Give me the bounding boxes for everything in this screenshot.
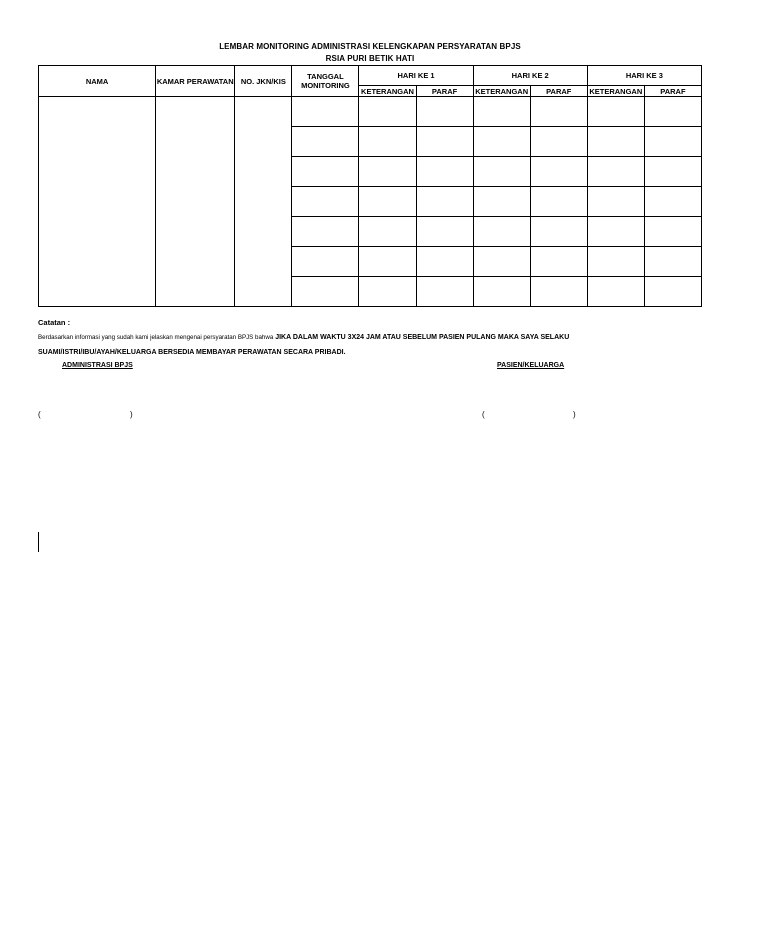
cell-paraf-day-2[interactable] bbox=[530, 217, 587, 247]
cell-paraf-day-1[interactable] bbox=[416, 247, 473, 277]
cell-paraf-day-1[interactable] bbox=[416, 157, 473, 187]
statement-intro: Berdasarkan informasi yang sudah kami jelaskan mengenai persyaratan BPJS bahwa bbox=[38, 334, 274, 341]
header-jkn: NO. JKN/KIS bbox=[235, 66, 292, 97]
header-day-3: HARI KE 3 bbox=[587, 66, 701, 86]
signature-patient-close: ) bbox=[573, 410, 576, 419]
cell-keterangan-day-1[interactable] bbox=[359, 217, 416, 247]
cell-tanggal[interactable] bbox=[292, 217, 359, 247]
cell-nama[interactable] bbox=[39, 97, 156, 307]
cell-keterangan-day-3[interactable] bbox=[587, 217, 644, 247]
cell-paraf-day-1[interactable] bbox=[416, 277, 473, 307]
cell-paraf-day-3[interactable] bbox=[644, 97, 701, 127]
subheader-paraf: PARAF bbox=[416, 86, 473, 97]
cell-keterangan-day-1[interactable] bbox=[359, 277, 416, 307]
header-day-1: HARI KE 1 bbox=[359, 66, 473, 86]
cell-keterangan-day-3[interactable] bbox=[587, 247, 644, 277]
cell-paraf-day-3[interactable] bbox=[644, 187, 701, 217]
cell-keterangan-day-2[interactable] bbox=[473, 127, 530, 157]
cell-paraf-day-2[interactable] bbox=[530, 277, 587, 307]
cell-keterangan-day-1[interactable] bbox=[359, 247, 416, 277]
subheader-paraf: PARAF bbox=[530, 86, 587, 97]
hospital-name: RSIA PURI BETIK HATI bbox=[325, 54, 415, 63]
cell-tanggal[interactable] bbox=[292, 97, 359, 127]
cell-keterangan-day-3[interactable] bbox=[587, 157, 644, 187]
cell-keterangan-day-2[interactable] bbox=[473, 217, 530, 247]
cell-paraf-day-3[interactable] bbox=[644, 127, 701, 157]
cell-keterangan-day-3[interactable] bbox=[587, 187, 644, 217]
cell-keterangan-day-3[interactable] bbox=[587, 277, 644, 307]
subheader-keterangan: KETERANGAN bbox=[587, 86, 644, 97]
cell-tanggal[interactable] bbox=[292, 187, 359, 217]
cell-kamar[interactable] bbox=[156, 97, 235, 307]
cell-keterangan-day-2[interactable] bbox=[473, 157, 530, 187]
cell-paraf-day-1[interactable] bbox=[416, 97, 473, 127]
statement-line-1 bbox=[38, 334, 569, 341]
cell-paraf-day-2[interactable] bbox=[530, 247, 587, 277]
signature-label-admin: ADMINISTRASI BPJS bbox=[62, 362, 133, 369]
cell-keterangan-day-1[interactable] bbox=[359, 97, 416, 127]
cell-keterangan-day-2[interactable] bbox=[473, 97, 530, 127]
cell-tanggal[interactable] bbox=[292, 247, 359, 277]
cell-tanggal[interactable] bbox=[292, 277, 359, 307]
signature-label-patient: PASIEN/KELUARGA bbox=[497, 362, 565, 369]
statement-emphasis: JIKA DALAM WAKTU 3X24 JAM ATAU SEBELUM PASIEN PULANG MAKA SAYA SELAKU bbox=[275, 334, 570, 341]
cell-keterangan-day-1[interactable] bbox=[359, 157, 416, 187]
header-nama: NAMA bbox=[39, 66, 156, 97]
table-row bbox=[39, 97, 702, 127]
monitoring-table bbox=[38, 65, 702, 307]
signature-patient-open: ( bbox=[482, 410, 485, 419]
cell-keterangan-day-2[interactable] bbox=[473, 187, 530, 217]
cell-paraf-day-2[interactable] bbox=[530, 127, 587, 157]
text-cursor bbox=[38, 532, 39, 552]
header-day-2: HARI KE 2 bbox=[473, 66, 587, 86]
cell-tanggal[interactable] bbox=[292, 157, 359, 187]
cell-keterangan-day-1[interactable] bbox=[359, 187, 416, 217]
cell-paraf-day-1[interactable] bbox=[416, 187, 473, 217]
cell-keterangan-day-2[interactable] bbox=[473, 277, 530, 307]
cell-keterangan-day-2[interactable] bbox=[473, 247, 530, 277]
cell-paraf-day-1[interactable] bbox=[416, 127, 473, 157]
signature-admin-open: ( bbox=[38, 410, 41, 419]
cell-keterangan-day-3[interactable] bbox=[587, 127, 644, 157]
cell-paraf-day-3[interactable] bbox=[644, 217, 701, 247]
cell-jkn[interactable] bbox=[235, 97, 292, 307]
header-tanggal: TANGGAL MONITORING bbox=[292, 66, 359, 97]
header-kamar: KAMAR PERAWATAN bbox=[156, 66, 235, 97]
subheader-keterangan: KETERANGAN bbox=[473, 86, 530, 97]
subheader-paraf: PARAF bbox=[644, 86, 701, 97]
cell-tanggal[interactable] bbox=[292, 127, 359, 157]
cell-paraf-day-2[interactable] bbox=[530, 157, 587, 187]
signature-admin-close: ) bbox=[130, 410, 133, 419]
subheader-keterangan: KETERANGAN bbox=[359, 86, 416, 97]
document-title: LEMBAR MONITORING ADMINISTRASI KELENGKAPAN PERSYARATAN BPJS bbox=[219, 42, 521, 51]
cell-paraf-day-1[interactable] bbox=[416, 217, 473, 247]
statement-line-2: SUAMI/ISTRI/IBU/AYAH/KELUARGA BERSEDIA MEMBAYAR PERAWATAN SECARA PRIBADI. bbox=[38, 349, 346, 356]
cell-paraf-day-3[interactable] bbox=[644, 277, 701, 307]
cell-paraf-day-3[interactable] bbox=[644, 157, 701, 187]
cell-keterangan-day-1[interactable] bbox=[359, 127, 416, 157]
cell-keterangan-day-3[interactable] bbox=[587, 97, 644, 127]
cell-paraf-day-2[interactable] bbox=[530, 187, 587, 217]
cell-paraf-day-3[interactable] bbox=[644, 247, 701, 277]
cell-paraf-day-2[interactable] bbox=[530, 97, 587, 127]
notes-label: Catatan : bbox=[38, 318, 71, 327]
